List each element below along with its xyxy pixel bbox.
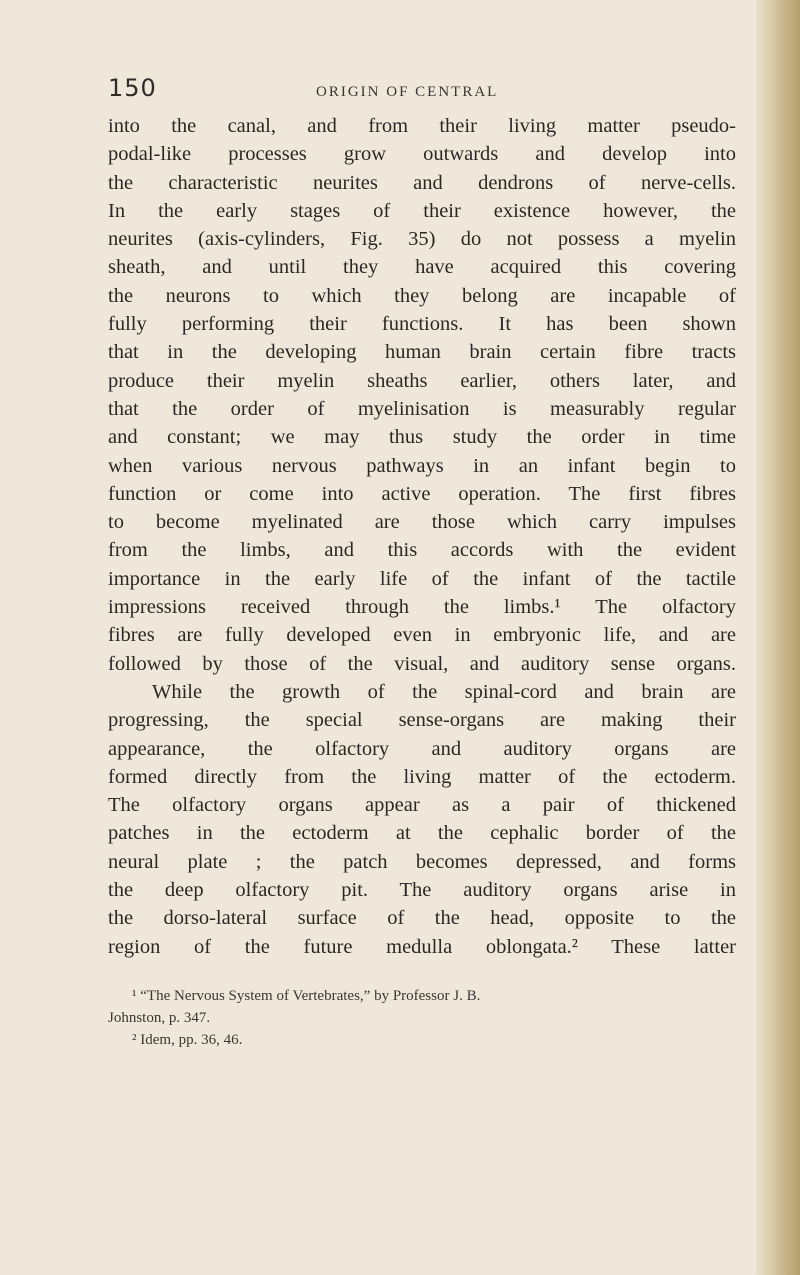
- text-line: sheath, and until they have acquired this covering: [108, 256, 736, 279]
- page-edge-shadow: [756, 0, 800, 1275]
- body-paragraphs: [108, 112, 736, 961]
- text-line: to become myelinated are those which carry impulses: [108, 511, 736, 534]
- text-line: region of the future medulla oblongata.² These latter: [108, 935, 736, 958]
- text-line: formed directly from the living matter of the ectoderm.: [108, 765, 736, 788]
- text-line: that in the developing human brain certain fibre tracts: [108, 341, 736, 364]
- text-line: from the limbs, and this accords with the evident: [108, 539, 736, 562]
- text-line: the deep olfactory pit. The auditory organs arise in: [108, 879, 736, 902]
- text-line: produce their myelin sheaths earlier, others later, and: [108, 369, 736, 392]
- text-line: The olfactory organs appear as a pair of thickened: [108, 794, 736, 817]
- text-line: fully performing their functions. It has been shown: [108, 313, 736, 336]
- text-line: followed by those of the visual, and auditory sense organs.: [108, 652, 736, 675]
- footnote-line: ¹ “The Nervous System of Vertebrates,” by Professor J. B.: [132, 988, 481, 1004]
- footnote-line: ² Idem, pp. 36, 46.: [132, 1032, 243, 1048]
- text-line: podal-like processes grow outwards and develop into: [108, 143, 736, 166]
- text-line: neural plate ; the patch becomes depressed, and forms: [108, 850, 736, 873]
- text-line: that the order of myelinisation is measurably regular: [108, 397, 736, 420]
- text-line: impressions received through the limbs.¹ The olfactory: [108, 596, 736, 619]
- text-line: appearance, the olfactory and auditory organs are: [108, 737, 736, 760]
- text-line: the dorso-lateral surface of the head, opposite to the: [108, 907, 736, 930]
- footnote-line: Johnston, p. 347.: [108, 1010, 211, 1026]
- text-line: the characteristic neurites and dendrons of nerve-cells.: [108, 171, 736, 194]
- text-line: patches in the ectoderm at the cephalic border of the: [108, 822, 736, 845]
- text-line: fibres are fully developed even in embryonic life, and are: [108, 624, 736, 647]
- text-line: importance in the early life of the infant of the tactile: [108, 567, 736, 590]
- page-header: [108, 74, 728, 114]
- text-line: function or come into active operation. The first fibres: [108, 482, 736, 505]
- footnotes: [108, 985, 736, 1051]
- text-line-paragraph-start: While the growth of the spinal-cord and brain are: [152, 680, 736, 703]
- text-line: In the early stages of their existence however, the: [108, 199, 736, 222]
- text-line: when various nervous pathways in an infant begin to: [108, 454, 736, 477]
- running-head: ORIGIN OF CENTRAL: [316, 84, 499, 100]
- text-line: the neurons to which they belong are incapable of: [108, 284, 736, 307]
- text-line: into the canal, and from their living matter pseudo-: [108, 115, 736, 137]
- text-line: neurites (axis-cylinders, Fig. 35) do not possess a myelin: [108, 228, 736, 251]
- page-number: 150: [108, 74, 157, 102]
- text-line: and constant; we may thus study the order in time: [108, 426, 736, 449]
- text-line: progressing, the special sense-organs are making their: [108, 709, 736, 732]
